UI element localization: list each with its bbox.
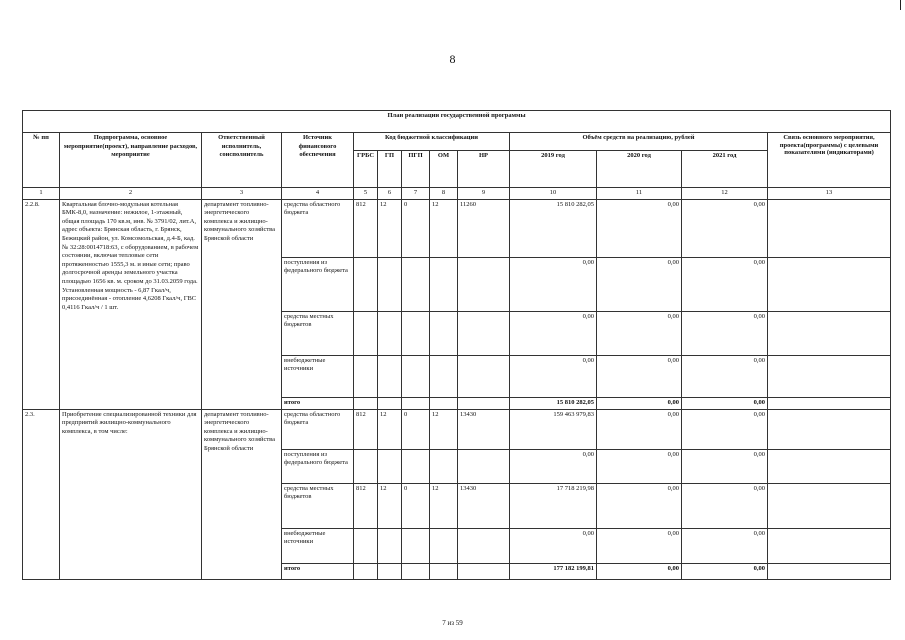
total-label: итого xyxy=(282,397,354,409)
row-num: 2.3. xyxy=(23,409,60,579)
cell-gp xyxy=(378,355,402,397)
cell-om: 12 xyxy=(430,199,458,257)
header-grbs: ГРБС xyxy=(354,151,378,188)
cell-pgp xyxy=(402,311,430,355)
table-row xyxy=(23,199,891,257)
cell-pgp: 0 xyxy=(402,409,430,449)
cell-2020: 0,00 xyxy=(597,257,682,311)
col-number: 4 xyxy=(282,188,354,200)
header-gp: ГП xyxy=(378,151,402,188)
cell-2021: 0,00 xyxy=(682,409,768,449)
cell-gp: 12 xyxy=(378,409,402,449)
row-source: средства местных бюджетов xyxy=(282,483,354,528)
cell-nr: 11260 xyxy=(458,199,510,257)
table-title: План реализации государственной программы xyxy=(23,111,891,133)
cell-2020: 0,00 xyxy=(597,449,682,483)
cell-om xyxy=(430,563,458,579)
col-number: 9 xyxy=(458,188,510,200)
cell-2021: 0,00 xyxy=(682,257,768,311)
page-footer: 7 из 59 xyxy=(442,619,463,627)
cell-2020: 0,00 xyxy=(597,528,682,563)
cell-2020: 0,00 xyxy=(597,409,682,449)
header-om: ОМ xyxy=(430,151,458,188)
cell-om: 12 xyxy=(430,409,458,449)
col-number: 10 xyxy=(510,188,597,200)
cell-nr xyxy=(458,257,510,311)
cell-nr xyxy=(458,311,510,355)
cell-grbs xyxy=(354,528,378,563)
col-number: 2 xyxy=(60,188,202,200)
cell-gp: 12 xyxy=(378,483,402,528)
cell-2019: 159 463 979,83 xyxy=(510,409,597,449)
row-source: поступления из федерального бюджета xyxy=(282,449,354,483)
cell-grbs xyxy=(354,355,378,397)
cell-2021: 0,00 xyxy=(682,528,768,563)
cell-pgp xyxy=(402,563,430,579)
col-number: 3 xyxy=(202,188,282,200)
cell-link xyxy=(768,257,891,311)
header-pgp: ПГП xyxy=(402,151,430,188)
cell-pgp: 0 xyxy=(402,199,430,257)
row-resp: департамент топливно-энергетического комплекса и жилищно-коммунального хозяйства Брянской области xyxy=(202,409,282,579)
col-number: 6 xyxy=(378,188,402,200)
cell-2019: 0,00 xyxy=(510,311,597,355)
header-name: Подпрограмма, основное мероприятие(проект), направление расходов, мероприятие xyxy=(60,133,202,188)
cell-nr: 13430 xyxy=(458,483,510,528)
total-2019: 177 182 199,81 xyxy=(510,563,597,579)
cell-link xyxy=(768,311,891,355)
cell-nr xyxy=(458,449,510,483)
cell-nr xyxy=(458,397,510,409)
col-number: 5 xyxy=(354,188,378,200)
cell-2019: 0,00 xyxy=(510,257,597,311)
total-label: итого xyxy=(282,563,354,579)
total-2020: 0,00 xyxy=(597,563,682,579)
page-number: 8 xyxy=(449,52,456,66)
total-2019: 15 810 282,05 xyxy=(510,397,597,409)
cell-2021: 0,00 xyxy=(682,355,768,397)
cell-2021: 0,00 xyxy=(682,199,768,257)
row-resp: департамент топливно-энергетического комплекса и жилищно-коммунального хозяйства Брянской области xyxy=(202,199,282,409)
cell-om xyxy=(430,355,458,397)
cell-pgp xyxy=(402,528,430,563)
cell-2020: 0,00 xyxy=(597,483,682,528)
header-2020: 2020 год xyxy=(597,151,682,188)
table-row xyxy=(23,409,891,449)
cell-grbs: 812 xyxy=(354,483,378,528)
cell-grbs xyxy=(354,257,378,311)
header-nr: НР xyxy=(458,151,510,188)
cell-om xyxy=(430,257,458,311)
cell-pgp xyxy=(402,449,430,483)
col-number: 1 xyxy=(23,188,60,200)
cell-gp: 12 xyxy=(378,199,402,257)
cell-link xyxy=(768,563,891,579)
cell-2020: 0,00 xyxy=(597,355,682,397)
cell-grbs xyxy=(354,563,378,579)
header-kbk: Код бюджетной классификации xyxy=(354,133,510,151)
row-source: внебюджетные источники xyxy=(282,355,354,397)
cell-grbs: 812 xyxy=(354,409,378,449)
cell-link xyxy=(768,199,891,257)
cell-om xyxy=(430,397,458,409)
cell-gp xyxy=(378,563,402,579)
cell-2019: 0,00 xyxy=(510,528,597,563)
cell-om xyxy=(430,528,458,563)
plan-table xyxy=(22,110,891,580)
total-2020: 0,00 xyxy=(597,397,682,409)
col-number: 8 xyxy=(430,188,458,200)
row-name: Приобретение специализированной техники для предприятий жилищно-коммунального комплекса, в том числе: xyxy=(60,409,202,579)
header-link: Связь основного мероприятия, проекта(программы) с целевыми показателями (индикаторами) xyxy=(768,133,891,188)
cell-nr xyxy=(458,563,510,579)
cell-2019: 15 810 282,05 xyxy=(510,199,597,257)
cell-gp xyxy=(378,311,402,355)
cell-gp xyxy=(378,449,402,483)
cell-pgp xyxy=(402,355,430,397)
cell-pgp xyxy=(402,257,430,311)
total-2021: 0,00 xyxy=(682,397,768,409)
edge-mark xyxy=(900,0,901,10)
cell-link xyxy=(768,355,891,397)
cell-pgp xyxy=(402,397,430,409)
col-number: 12 xyxy=(682,188,768,200)
cell-om: 12 xyxy=(430,483,458,528)
cell-gp xyxy=(378,528,402,563)
cell-grbs xyxy=(354,449,378,483)
row-source: средства областного бюджета xyxy=(282,199,354,257)
row-source: средства местных бюджетов xyxy=(282,311,354,355)
col-number: 7 xyxy=(402,188,430,200)
cell-2021: 0,00 xyxy=(682,483,768,528)
cell-2021: 0,00 xyxy=(682,449,768,483)
header-funds: Объём средств на реализацию, рублей xyxy=(510,133,768,151)
row-source: внебюджетные источники xyxy=(282,528,354,563)
cell-grbs xyxy=(354,311,378,355)
cell-2019: 17 718 219,98 xyxy=(510,483,597,528)
cell-2019: 0,00 xyxy=(510,355,597,397)
total-2021: 0,00 xyxy=(682,563,768,579)
row-source: средства областного бюджета xyxy=(282,409,354,449)
header-2019: 2019 год xyxy=(510,151,597,188)
col-number: 13 xyxy=(768,188,891,200)
cell-nr: 13430 xyxy=(458,409,510,449)
header-2021: 2021 год xyxy=(682,151,768,188)
header-resp: Ответственный исполнитель, соисполнитель xyxy=(202,133,282,188)
cell-link xyxy=(768,483,891,528)
cell-2020: 0,00 xyxy=(597,311,682,355)
cell-om xyxy=(430,449,458,483)
row-num: 2.2.8. xyxy=(23,199,60,409)
row-source: поступления из федерального бюджета xyxy=(282,257,354,311)
row-name: Квартальная блочно-модульная котельная БМК-8,0, назначение: нежилое, 1-этажный, общая площадь 170 кв.м, инв. № 3791/02, лит.А, адрес объекта: Брянская область, г. Брянск, Бежицкий район, ул. Комсомольская, д.4-Б, кад. № 32:28:0014718:63, с оборудованием, в рабочем состоянии, включая тепловые сети протяженностью 1555,3 м. и иные сети; право долгосрочной аренды земельного участка площадью 1656 кв. м. сроком до 31.03.2059 года. Установленная мощность - 6,87 Гкал/ч, присоединённая - отопление 4,6208 Гкал/ч, ГВС 0,4116 Гкал/ч / 1 шт. xyxy=(60,199,202,409)
cell-grbs: 812 xyxy=(354,199,378,257)
cell-link xyxy=(768,528,891,563)
cell-om xyxy=(430,311,458,355)
cell-link xyxy=(768,397,891,409)
cell-pgp: 0 xyxy=(402,483,430,528)
cell-nr xyxy=(458,528,510,563)
cell-nr xyxy=(458,355,510,397)
cell-gp xyxy=(378,257,402,311)
col-number: 11 xyxy=(597,188,682,200)
header-source: Источник финансового обеспечения xyxy=(282,133,354,188)
header-num: № пп xyxy=(23,133,60,188)
cell-2021: 0,00 xyxy=(682,311,768,355)
cell-grbs xyxy=(354,397,378,409)
cell-2020: 0,00 xyxy=(597,199,682,257)
cell-gp xyxy=(378,397,402,409)
cell-link xyxy=(768,409,891,449)
cell-2019: 0,00 xyxy=(510,449,597,483)
cell-link xyxy=(768,449,891,483)
